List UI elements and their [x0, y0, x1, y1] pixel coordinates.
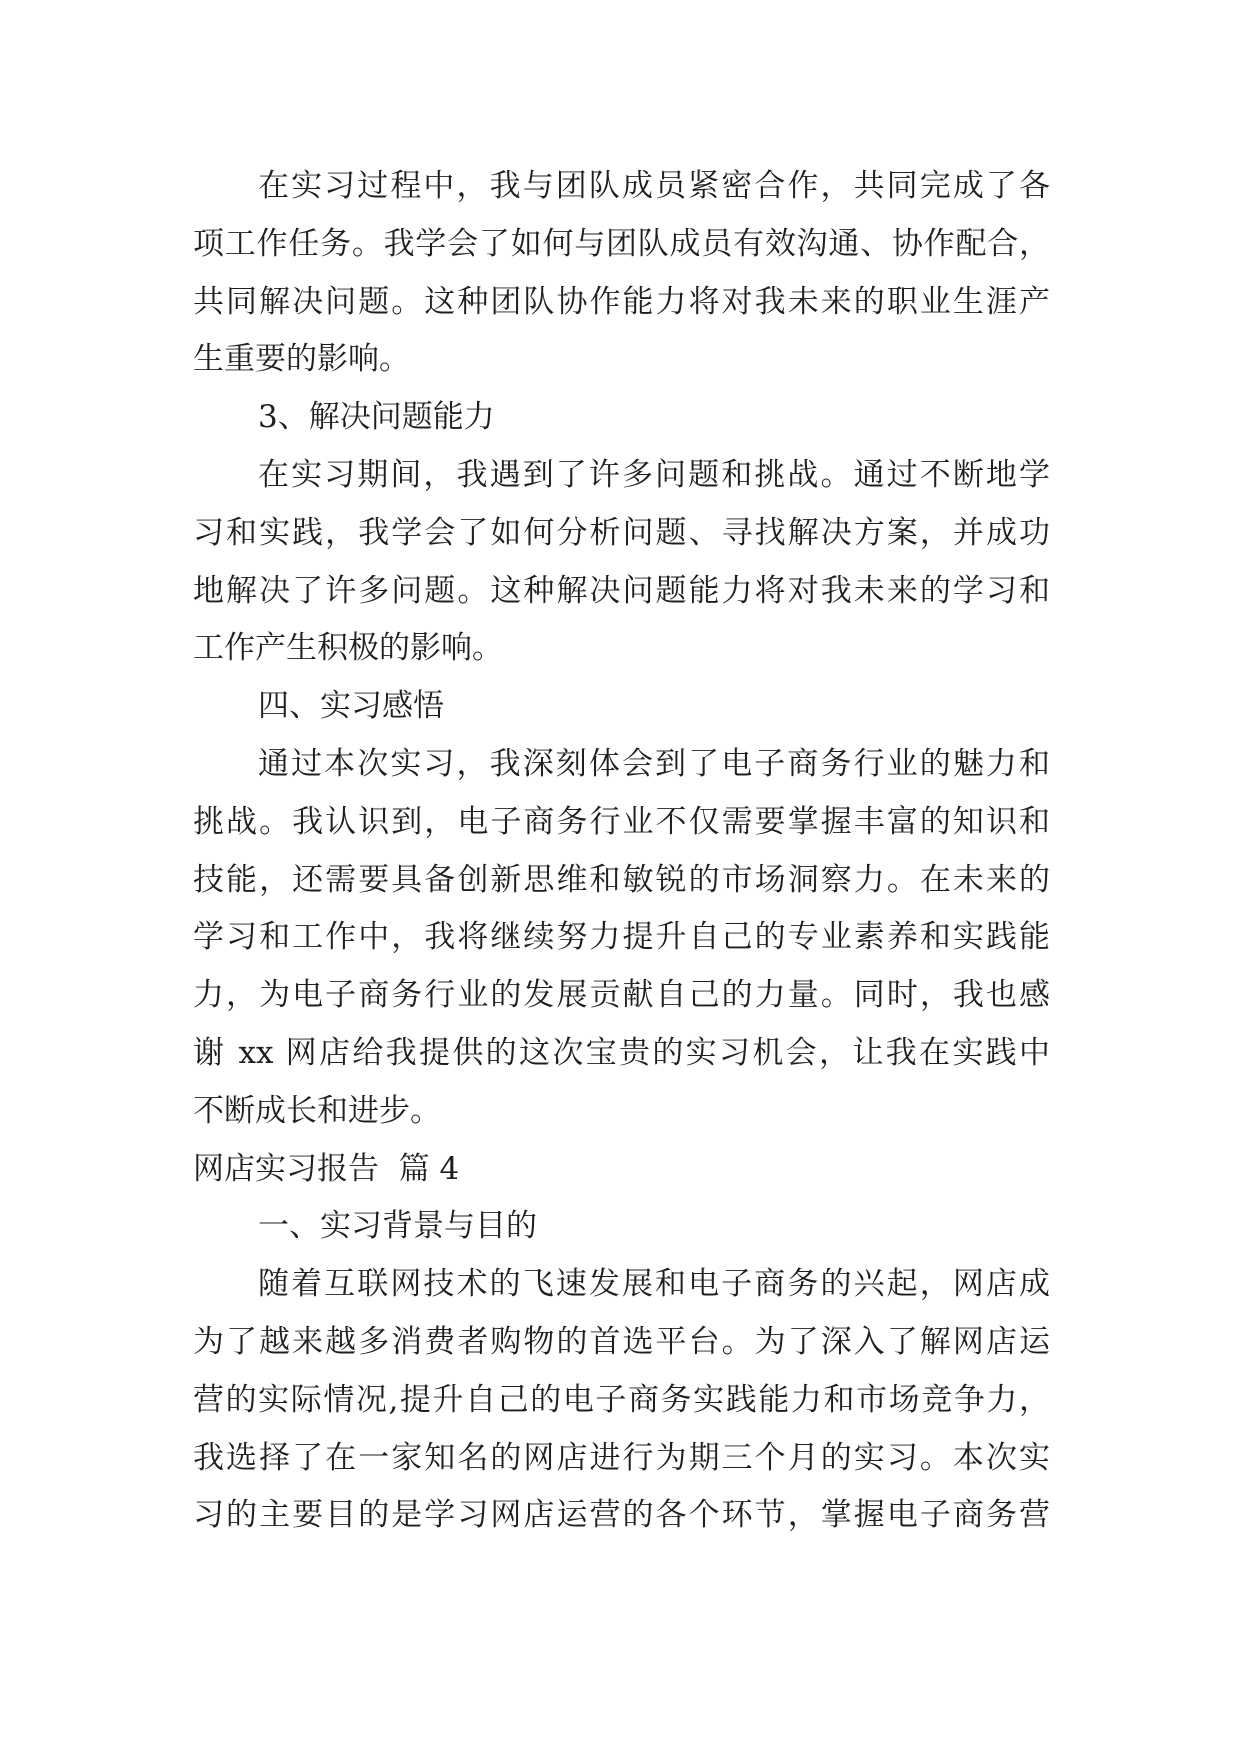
- section-heading-reflections: [193, 678, 1050, 736]
- paragraph-line: 在实习期间，我遇到了许多问题和挑战。通过不断地学: [258, 456, 1050, 493]
- document-title: [193, 1141, 1050, 1199]
- section-heading-background: [193, 1198, 1050, 1256]
- paragraph-line: 营的实际情况,提升自己的电子商务实践能力和市场竞争力，: [193, 1381, 1050, 1418]
- paragraph-teamwork: [193, 158, 1050, 389]
- paragraph-line: 为了越来越多消费者购物的首选平台。为了深入了解网店运: [193, 1323, 1050, 1360]
- paragraph-line: 我选择了在一家知名的网店进行为期三个月的实习。本次实: [193, 1439, 1050, 1476]
- paragraph-line: 共同解决问题。这种团队协作能力将对我未来的职业生涯产: [193, 283, 1050, 320]
- subheading-problem-solving: [193, 389, 1050, 447]
- section-heading-text: 一、实习背景与目的: [258, 1208, 537, 1245]
- paragraph-line: 通过本次实习，我深刻体会到了电子商务行业的魅力和: [258, 745, 1050, 782]
- paragraph-line: 生重要的影响。: [193, 341, 410, 378]
- paragraph-line: 谢 xx 网店给我提供的这次宝贵的实习机会，让我在实践中: [193, 1034, 1050, 1071]
- document-title-text: 网店实习报告 篇 4: [193, 1150, 460, 1187]
- subheading-text: 3、解决问题能力: [258, 399, 495, 436]
- paragraph-line: 在实习过程中，我与团队成员紧密合作，共同完成了各: [258, 168, 1050, 204]
- paragraph-line: 工作产生积极的影响。: [193, 630, 503, 667]
- paragraph-reflections: [193, 736, 1050, 1141]
- paragraph-line: 项工作任务。我学会了如何与团队成员有效沟通、协作配合，: [193, 225, 1050, 262]
- paragraph-line: 习的主要目的是学习网店运营的各个环节，掌握电子商务营: [193, 1497, 1050, 1534]
- paragraph-line: 不断成长和进步。: [193, 1092, 441, 1129]
- paragraph-problem-solving: [193, 447, 1050, 678]
- paragraph-background: [193, 1256, 1050, 1545]
- section-heading-text: 四、实习感悟: [258, 688, 444, 725]
- document-body: [193, 158, 1050, 1545]
- paragraph-line: 习和实践，我学会了如何分析问题、寻找解决方案，并成功: [193, 514, 1050, 551]
- paragraph-line: 学习和工作中，我将继续努力提升自己的专业素养和实践能: [193, 919, 1050, 956]
- paragraph-line: 随着互联网技术的飞速发展和电子商务的兴起，网店成: [258, 1266, 1050, 1303]
- paragraph-line: 挑战。我认识到，电子商务行业不仅需要掌握丰富的知识和: [193, 803, 1050, 840]
- paragraph-line: 技能，还需要具备创新思维和敏锐的市场洞察力。在未来的: [193, 861, 1050, 898]
- paragraph-line: 地解决了许多问题。这种解决问题能力将对我未来的学习和: [193, 572, 1050, 609]
- paragraph-line: 力，为电子商务行业的发展贡献自己的力量。同时，我也感: [193, 977, 1050, 1014]
